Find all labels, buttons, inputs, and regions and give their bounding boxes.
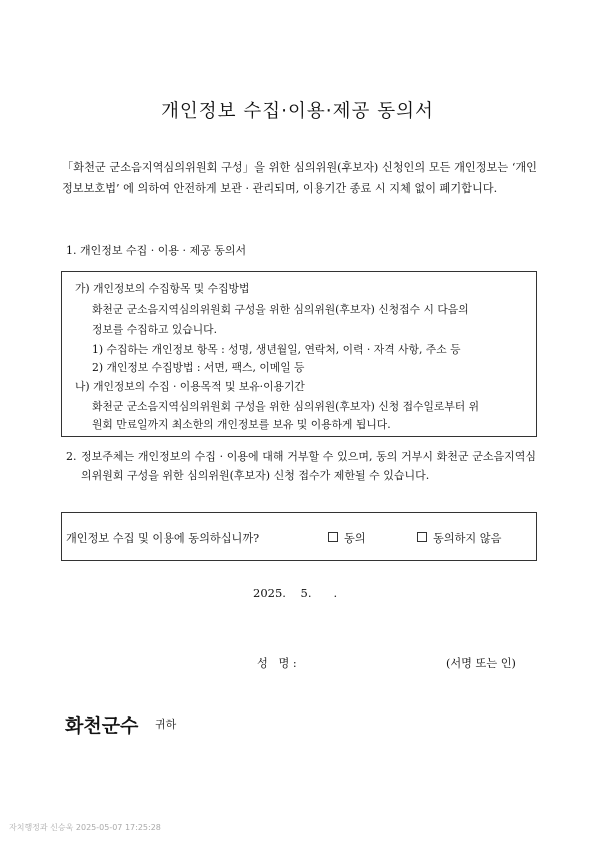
na-title: 나) 개인정보의 수집 · 이용목적 및 보유·이용기간 <box>75 380 305 393</box>
section1-heading: 1. 개인정보 수집 · 이용 · 제공 동의서 <box>66 244 247 257</box>
intro-paragraph: 「화천군 군소음지역심의위원회 구성」을 위한 심의위원(후보자) 신청인의 모든 개인정보는 ‘개인정보보호법’ 에 의하여 안전하게 보관 · 관리되며, 이용기간 종료 시 지체 없이 폐기합니다. <box>62 161 537 195</box>
section2-text: 정보주체는 개인정보의 수집 · 이용에 대해 거부할 수 있으며, 동의 거부시 화천군 군소음지역심의위원회 구성을 위한 심의위원(후보자) 신청 접수가 제한될 수 있습니다. <box>81 450 536 482</box>
ga-body-line2: 정보를 수집하고 있습니다. <box>92 323 218 336</box>
agree-checkbox[interactable] <box>328 532 338 542</box>
na-body-line2: 원회 만료일까지 최소한의 개인정보를 보유 및 이용하게 됩니다. <box>92 418 391 431</box>
addressee-name: 화천군수 <box>65 715 139 737</box>
ga-item-2: 2) 개인정보 수집방법 : 서면, 팩스, 이메일 등 <box>92 361 305 374</box>
signature-note: (서명 또는 인) <box>446 657 516 670</box>
date-line: 2025. 5. . <box>253 586 338 600</box>
agree-option[interactable] <box>328 530 366 546</box>
disagree-label: 동의하지 않음 <box>433 532 502 545</box>
section2-number: 2. <box>66 450 77 463</box>
addressee-suffix: 귀하 <box>155 718 177 731</box>
agree-label: 동의 <box>344 532 366 545</box>
footer-stamp: 자치행정과 신승욱 2025-05-07 17:25:28 <box>9 823 161 832</box>
ga-item-1: 1) 수집하는 개인정보 항목 : 성명, 생년월일, 연락처, 이력 · 자격 사항, 주소 등 <box>92 343 461 356</box>
consent-box <box>61 512 537 561</box>
signature-label: 성 명 : <box>257 657 297 670</box>
document-title: 개인정보 수집·이용·제공 동의서 <box>161 101 434 122</box>
disagree-checkbox[interactable] <box>417 532 427 542</box>
ga-body-line1: 화천군 군소음지역심의위원회 구성을 위한 심의위원(후보자) 신청접수 시 다음의 <box>92 303 469 316</box>
na-body-line1: 화천군 군소음지역심의위원회 구성을 위한 심의위원(후보자) 신청 접수일로부터 위 <box>92 400 480 413</box>
ga-title: 가) 개인정보의 수집항목 및 수집방법 <box>75 282 250 295</box>
section1-box <box>61 271 537 437</box>
consent-question: 개인정보 수집 및 이용에 동의하십니까? <box>66 532 260 545</box>
section2 <box>66 447 536 485</box>
disagree-option[interactable] <box>417 530 501 546</box>
